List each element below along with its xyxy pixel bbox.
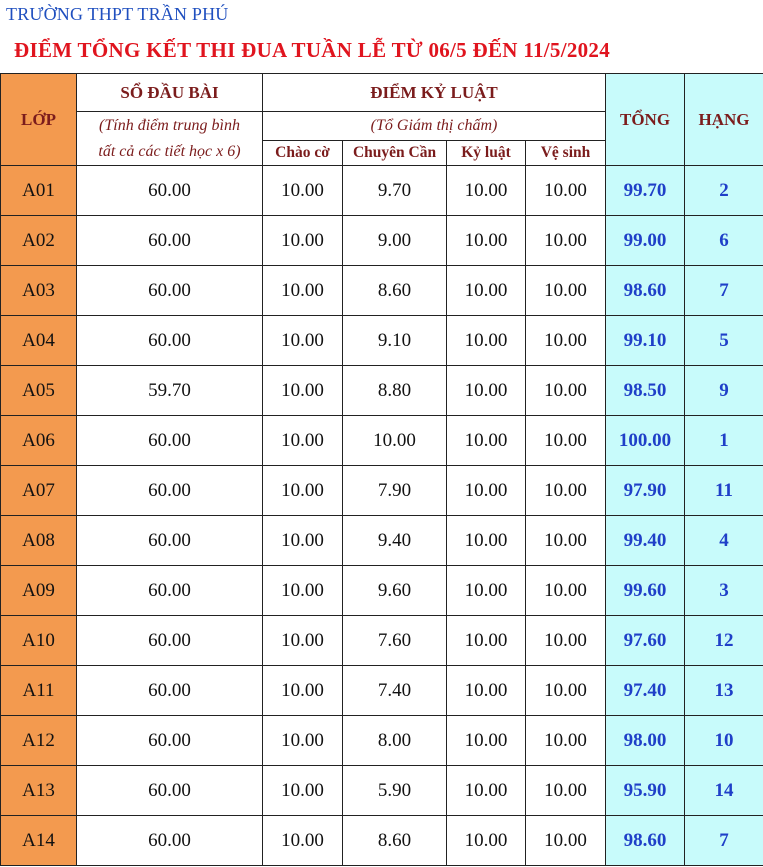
ve-sinh-cell: 10.00 (526, 566, 606, 616)
header-tong: TỔNG (606, 74, 685, 166)
class-cell: A01 (1, 166, 77, 216)
chuyen-can-cell: 9.10 (343, 316, 447, 366)
rank-cell: 11 (685, 466, 763, 516)
total-cell: 97.90 (606, 466, 685, 516)
header-row-1 (1, 74, 763, 112)
rank-cell: 6 (685, 216, 763, 266)
rank-cell: 5 (685, 316, 763, 366)
table-row (1, 466, 763, 516)
table-row (1, 366, 763, 416)
ky-luat-cell: 10.00 (447, 766, 526, 816)
total-cell: 98.00 (606, 716, 685, 766)
total-cell: 95.90 (606, 766, 685, 816)
ve-sinh-cell: 10.00 (526, 166, 606, 216)
score-table (0, 73, 763, 866)
chuyen-can-cell: 5.90 (343, 766, 447, 816)
ve-sinh-cell: 10.00 (526, 216, 606, 266)
class-cell: A06 (1, 416, 77, 466)
so-dau-bai-cell: 60.00 (77, 316, 263, 366)
total-cell: 99.60 (606, 566, 685, 616)
so-dau-bai-note-line2: tất cả các tiết học x 6) (98, 142, 241, 160)
chuyen-can-cell: 8.00 (343, 716, 447, 766)
table-row (1, 416, 763, 466)
so-dau-bai-cell: 59.70 (77, 366, 263, 416)
total-cell: 98.60 (606, 266, 685, 316)
chao-co-cell: 10.00 (263, 366, 343, 416)
class-cell: A09 (1, 566, 77, 616)
total-cell: 98.50 (606, 366, 685, 416)
chao-co-cell: 10.00 (263, 316, 343, 366)
chao-co-cell: 10.00 (263, 666, 343, 716)
class-cell: A02 (1, 216, 77, 266)
chao-co-cell: 10.00 (263, 816, 343, 866)
so-dau-bai-cell: 60.00 (77, 766, 263, 816)
chuyen-can-cell: 7.60 (343, 616, 447, 666)
ve-sinh-cell: 10.00 (526, 366, 606, 416)
rank-cell: 3 (685, 566, 763, 616)
chao-co-cell: 10.00 (263, 716, 343, 766)
ky-luat-cell: 10.00 (447, 516, 526, 566)
so-dau-bai-cell: 60.00 (77, 816, 263, 866)
header-ve-sinh: Vệ sinh (526, 141, 606, 166)
chao-co-cell: 10.00 (263, 466, 343, 516)
ky-luat-cell: 10.00 (447, 216, 526, 266)
chao-co-cell: 10.00 (263, 166, 343, 216)
ky-luat-cell: 10.00 (447, 416, 526, 466)
so-dau-bai-cell: 60.00 (77, 716, 263, 766)
rank-cell: 13 (685, 666, 763, 716)
ky-luat-cell: 10.00 (447, 616, 526, 666)
ky-luat-cell: 10.00 (447, 466, 526, 516)
ky-luat-cell: 10.00 (447, 566, 526, 616)
header-diem-ky-luat: ĐIỂM KỶ LUẬT (263, 74, 606, 112)
total-cell: 97.40 (606, 666, 685, 716)
table-row (1, 166, 763, 216)
class-cell: A03 (1, 266, 77, 316)
ve-sinh-cell: 10.00 (526, 416, 606, 466)
rank-cell: 4 (685, 516, 763, 566)
header-hang: HẠNG (685, 74, 763, 166)
chao-co-cell: 10.00 (263, 516, 343, 566)
header-ky-luat: Kỷ luật (447, 141, 526, 166)
header-so-dau-bai-note (77, 112, 263, 166)
chuyen-can-cell: 7.40 (343, 666, 447, 716)
school-name: TRƯỜNG THPT TRẦN PHÚ (6, 4, 229, 24)
so-dau-bai-cell: 60.00 (77, 266, 263, 316)
table-row (1, 216, 763, 266)
chao-co-cell: 10.00 (263, 616, 343, 666)
ve-sinh-cell: 10.00 (526, 616, 606, 666)
chuyen-can-cell: 10.00 (343, 416, 447, 466)
chuyen-can-cell: 8.60 (343, 816, 447, 866)
table-row (1, 616, 763, 666)
table-row (1, 716, 763, 766)
total-cell: 97.60 (606, 616, 685, 666)
table-row (1, 566, 763, 616)
so-dau-bai-cell: 60.00 (77, 616, 263, 666)
header-chuyen-can: Chuyên Cần (343, 141, 447, 166)
total-cell: 99.10 (606, 316, 685, 366)
ky-luat-cell: 10.00 (447, 166, 526, 216)
chuyen-can-cell: 9.60 (343, 566, 447, 616)
rank-cell: 12 (685, 616, 763, 666)
class-cell: A10 (1, 616, 77, 666)
ve-sinh-cell: 10.00 (526, 266, 606, 316)
so-dau-bai-cell: 60.00 (77, 566, 263, 616)
chuyen-can-cell: 9.00 (343, 216, 447, 266)
table-row (1, 516, 763, 566)
ve-sinh-cell: 10.00 (526, 316, 606, 366)
rank-cell: 1 (685, 416, 763, 466)
chuyen-can-cell: 9.40 (343, 516, 447, 566)
so-dau-bai-cell: 60.00 (77, 466, 263, 516)
table-row (1, 266, 763, 316)
ve-sinh-cell: 10.00 (526, 716, 606, 766)
ve-sinh-cell: 10.00 (526, 816, 606, 866)
chuyen-can-cell: 9.70 (343, 166, 447, 216)
ve-sinh-cell: 10.00 (526, 516, 606, 566)
header-so-dau-bai: SỔ ĐẦU BÀI (77, 74, 263, 112)
ky-luat-cell: 10.00 (447, 666, 526, 716)
table-row (1, 766, 763, 816)
ve-sinh-cell: 10.00 (526, 466, 606, 516)
rank-cell: 14 (685, 766, 763, 816)
so-dau-bai-cell: 60.00 (77, 216, 263, 266)
ve-sinh-cell: 10.00 (526, 666, 606, 716)
ky-luat-cell: 10.00 (447, 316, 526, 366)
chuyen-can-cell: 8.60 (343, 266, 447, 316)
so-dau-bai-note-line1: (Tính điểm trung bình (99, 116, 240, 134)
ve-sinh-cell: 10.00 (526, 766, 606, 816)
rank-cell: 9 (685, 366, 763, 416)
class-cell: A11 (1, 666, 77, 716)
table-row (1, 666, 763, 716)
class-cell: A05 (1, 366, 77, 416)
header-diem-ky-luat-note: (Tổ Giám thị chấm) (263, 112, 606, 141)
class-cell: A08 (1, 516, 77, 566)
so-dau-bai-cell: 60.00 (77, 666, 263, 716)
rank-cell: 7 (685, 266, 763, 316)
so-dau-bai-cell: 60.00 (77, 166, 263, 216)
ky-luat-cell: 10.00 (447, 816, 526, 866)
class-cell: A04 (1, 316, 77, 366)
total-cell: 99.40 (606, 516, 685, 566)
chao-co-cell: 10.00 (263, 216, 343, 266)
ky-luat-cell: 10.00 (447, 716, 526, 766)
chao-co-cell: 10.00 (263, 566, 343, 616)
chuyen-can-cell: 7.90 (343, 466, 447, 516)
header-chao-co: Chào cờ (263, 141, 343, 166)
total-cell: 99.00 (606, 216, 685, 266)
so-dau-bai-cell: 60.00 (77, 516, 263, 566)
table-row (1, 816, 763, 866)
chao-co-cell: 10.00 (263, 266, 343, 316)
page-title: ĐIỂM TỔNG KẾT THI ĐUA TUẦN LỄ TỪ 06/5 ĐẾN 11/5/2024 (14, 38, 611, 62)
rank-cell: 2 (685, 166, 763, 216)
ky-luat-cell: 10.00 (447, 266, 526, 316)
total-cell: 100.00 (606, 416, 685, 466)
rank-cell: 10 (685, 716, 763, 766)
class-cell: A12 (1, 716, 77, 766)
header-lop: LỚP (1, 74, 77, 166)
table-row (1, 316, 763, 366)
so-dau-bai-cell: 60.00 (77, 416, 263, 466)
chao-co-cell: 10.00 (263, 416, 343, 466)
ky-luat-cell: 10.00 (447, 366, 526, 416)
rank-cell: 7 (685, 816, 763, 866)
total-cell: 99.70 (606, 166, 685, 216)
chuyen-can-cell: 8.80 (343, 366, 447, 416)
chao-co-cell: 10.00 (263, 766, 343, 816)
total-cell: 98.60 (606, 816, 685, 866)
class-cell: A13 (1, 766, 77, 816)
class-cell: A14 (1, 816, 77, 866)
class-cell: A07 (1, 466, 77, 516)
